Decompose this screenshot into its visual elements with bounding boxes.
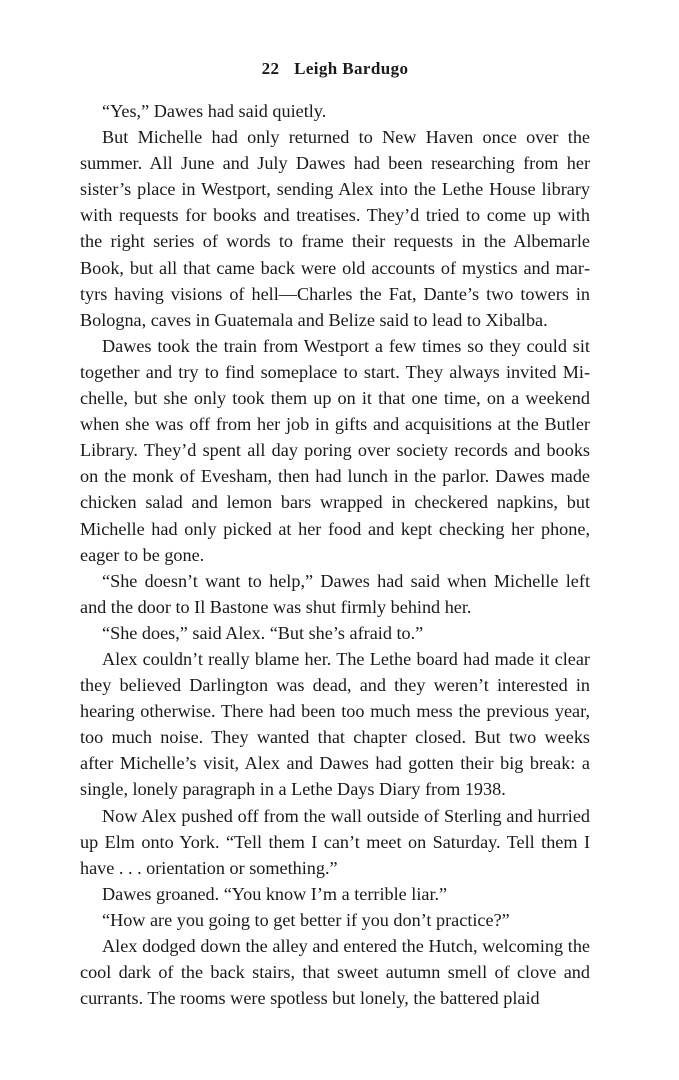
page-number: 22 bbox=[261, 59, 280, 78]
author-name: Leigh Bardugo bbox=[294, 59, 409, 78]
paragraph: But Michelle had only returned to New Haven once over the summer. All June and July Dawes had been researching from her sister’s place in Westport, sending Alex into the Lethe House library with requests for books and treatises. They’d tried to come up with the right series of words to frame their requests in the Albemarle Book, but all that came back were old accounts of mystics and martyrs having visions of hell—Charles the Fat, Dante’s two towers in Bologna, caves in Guatemala and Belize said to lead to Xibalba. bbox=[80, 127, 590, 330]
book-page bbox=[80, 58, 590, 1011]
paragraph: “She does,” said Alex. “But she’s afraid to.” bbox=[102, 622, 424, 643]
paragraph: Dawes took the train from Westport a few times so they could sit together and try to find someplace to start. They always invited Michelle, but she only took them up on it that one time, on a weekend when she was off from her job in gifts and acquisitions at the Butler Library. They’d spent all day poring over society records and books on the monk of Evesham, then had lunch in the parlor. Dawes made chicken salad and lemon bars wrapped in checkered napkins, but Michelle had only picked at her food and kept checking her phone, eager to be gone. bbox=[80, 335, 590, 565]
paragraph: “How are you going to get better if you don’t practice?” bbox=[102, 909, 510, 930]
paragraph: Dawes groaned. “You know I’m a terrible liar.” bbox=[102, 883, 448, 904]
running-head bbox=[80, 58, 590, 80]
paragraph: “Yes,” Dawes had said quietly. bbox=[102, 101, 327, 121]
paragraph: “She doesn’t want to help,” Dawes had said when Michelle left and the door to Il Bastone was shut firmly behind her. bbox=[80, 570, 590, 617]
paragraph: Alex dodged down the alley and entered the Hutch, welcoming the cool dark of the back stairs, that sweet autumn smell of clove and currants. The rooms were spotless but lonely, the battered plaid bbox=[80, 936, 590, 1009]
paragraph: Alex couldn’t really blame her. The Lethe board had made it clear they believed Darlington was dead, and they weren’t interested in hearing otherwise. There had been too much mess the previous year, too much noise. They wanted that chapter closed. But two weeks after Michelle’s visit, Alex and Dawes had gotten their big break: a single, lonely paragraph in a Lethe Days Diary from 1938. bbox=[80, 648, 590, 800]
paragraph: Now Alex pushed off from the wall outside of Sterling and hurried up Elm onto York. “Tell them I can’t meet on Saturday. Tell them I have . . . orientation or something.” bbox=[80, 805, 590, 878]
body-text bbox=[80, 98, 590, 1011]
